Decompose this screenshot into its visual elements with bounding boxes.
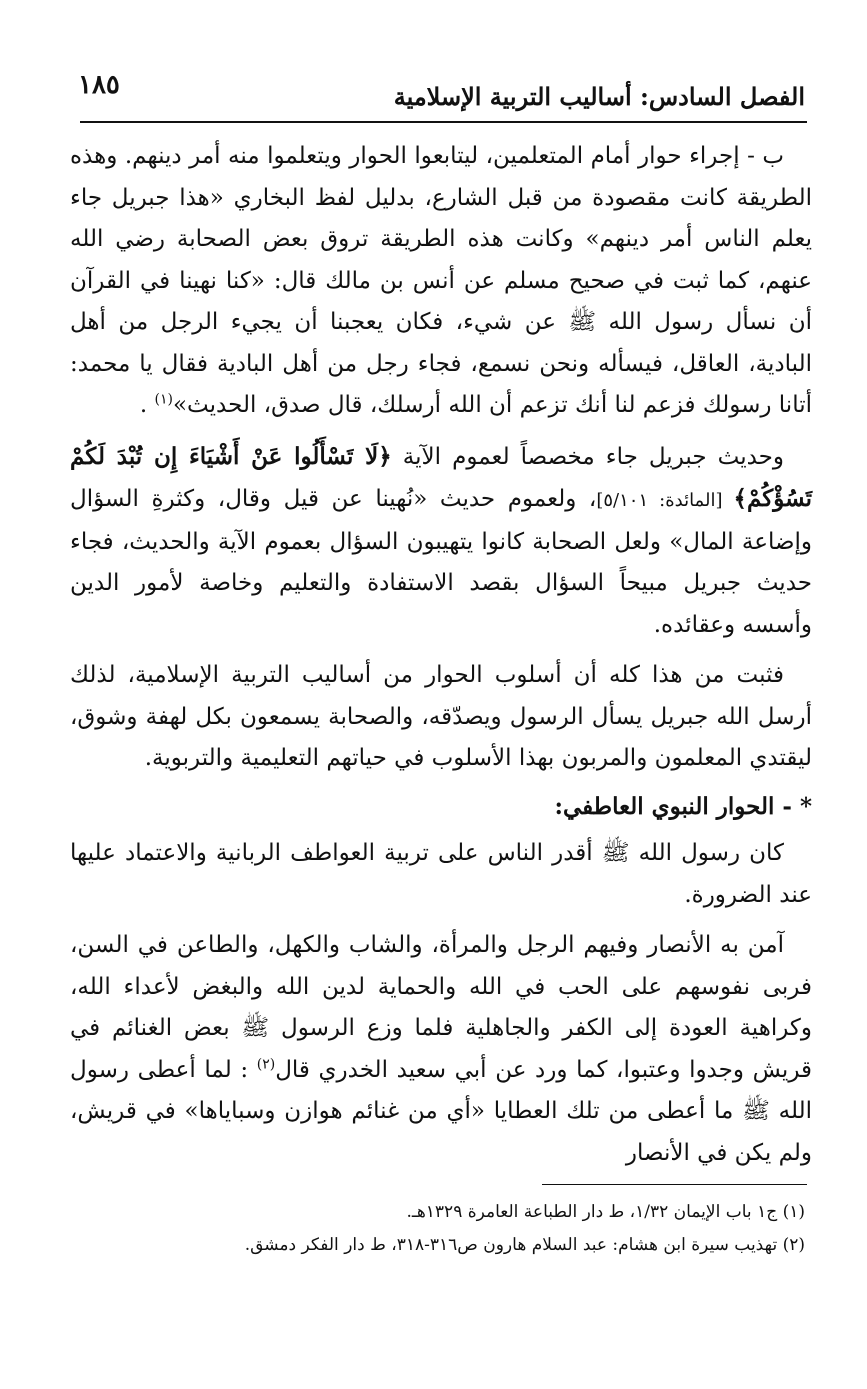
quran-verse: ﴿لَا تَسْأَلُوا عَنْ أَشْيَاءَ إِن تُبْدَ لَكُمْ تَسُؤْكُمْ﴾	[70, 442, 813, 512]
footnote-2: (٢) تهذيب سيرة ابن هشام: عبد السلام هارون ص٣١٦-٣١٨، ط دار الفكر دمشق.	[244, 1235, 805, 1255]
paragraph-5-text-a: آمن به الأنصار وفيهم الرجل والمرأة، والشاب والكهل، والطاعن في السن، فربى نفوسهم على الحب في الله والحماية لدين الله والبغض لأعداء الله، وكراهية العودة إلى الكفر والجاهلية فلما وزع الرسول ﷺ بعض الغنائم في قريش وجدوا وعتبوا، كما ورد عن أبي سعيد الخدري قال	[70, 932, 812, 1083]
chapter-title: الفصل السادس: أساليب التربية الإسلامية	[393, 82, 805, 111]
paragraph-2-text-a: وحديث جبريل جاء مخصصاً لعموم الآية	[391, 443, 784, 470]
footnote-rule	[542, 1184, 807, 1185]
paragraph-2	[70, 436, 812, 647]
footnote-marker-2: (٢)	[256, 1055, 276, 1072]
page-number: ١٨٥	[78, 70, 120, 100]
footnote-1: (١) ج١ باب الإيمان ١/٣٢، ط دار الطباعة العامرة ١٣٢٩هـ.	[406, 1202, 805, 1222]
paragraph-2-text-b: ، ولعموم حديث «نُهينا عن قيل وقال، وكثرةِ السؤال وإضاعة المال» ولعل الصحابة كانوا يتهيبون السؤال بعموم الآية والحديث، فجاء حديث جبريل مبيحاً السؤال بقصد الاستفادة والتعليم وخاصة لأمور الدين وأسسه وعقائده.	[70, 486, 812, 638]
paragraph-1-text: ب - إجراء حوار أمام المتعلمين، ليتابعوا الحوار ويتعلموا منه أمر دينهم. وهذه الطريقة كانت مقصودة من قبل الشارع، بدليل لفظ البخاري «هذا جبريل جاء يعلم الناس أمر دينهم» وكانت هذه الطريقة تروق بعض الصحابة رضي الله عنهم، كما ثبت في صحيح مسلم عن أنس بن مالك قال: «كنا نهينا في القرآن أن نسأل رسول الله ﷺ عن شيء، فكان يعجبنا أن يجيء الرجل من أهل البادية، العاقل، فيسأله ونحن نسمع، فجاء رجل من أهل البادية فقال يا محمد: أتانا رسولك فزعم لنا أنك تزعم أن الله أرسلك، قال صدق، الحديث»	[70, 143, 812, 418]
verse-reference: [المائدة: ٥/١٠١]	[596, 490, 734, 511]
paragraph-5	[70, 925, 812, 1174]
section-heading: * - الحوار النبوي العاطفي:	[554, 792, 812, 820]
paragraph-1	[70, 136, 812, 427]
footnotes	[80, 1196, 805, 1262]
paragraph-3: فثبت من هذا كله أن أسلوب الحوار من أساليب التربية الإسلامية، لذلك أرسل الله جبريل يسأل الرسول ويصدّقه، والصحابة يسمعون بكل لهفة وشوق، ليقتدي المعلمون والمربون بهذا الأسلوب في حياتهم التعليمية والتربوية.	[70, 662, 812, 771]
header-rule	[80, 121, 807, 123]
body-text	[70, 136, 812, 1174]
paragraph-1-end: .	[139, 392, 155, 418]
paragraph-5-text-b: : لما أعطى رسول الله ﷺ ما أعطى من تلك العطايا «أي من غنائم هوازن وسباياها» في قريش، ولم يكن في الأنصار	[70, 1056, 812, 1166]
footnote-marker-1: (١)	[154, 391, 173, 408]
paragraph-4: كان رسول الله ﷺ أقدر الناس على تربية العواطف الربانية والاعتماد عليها عند الضرورة.	[70, 840, 812, 908]
